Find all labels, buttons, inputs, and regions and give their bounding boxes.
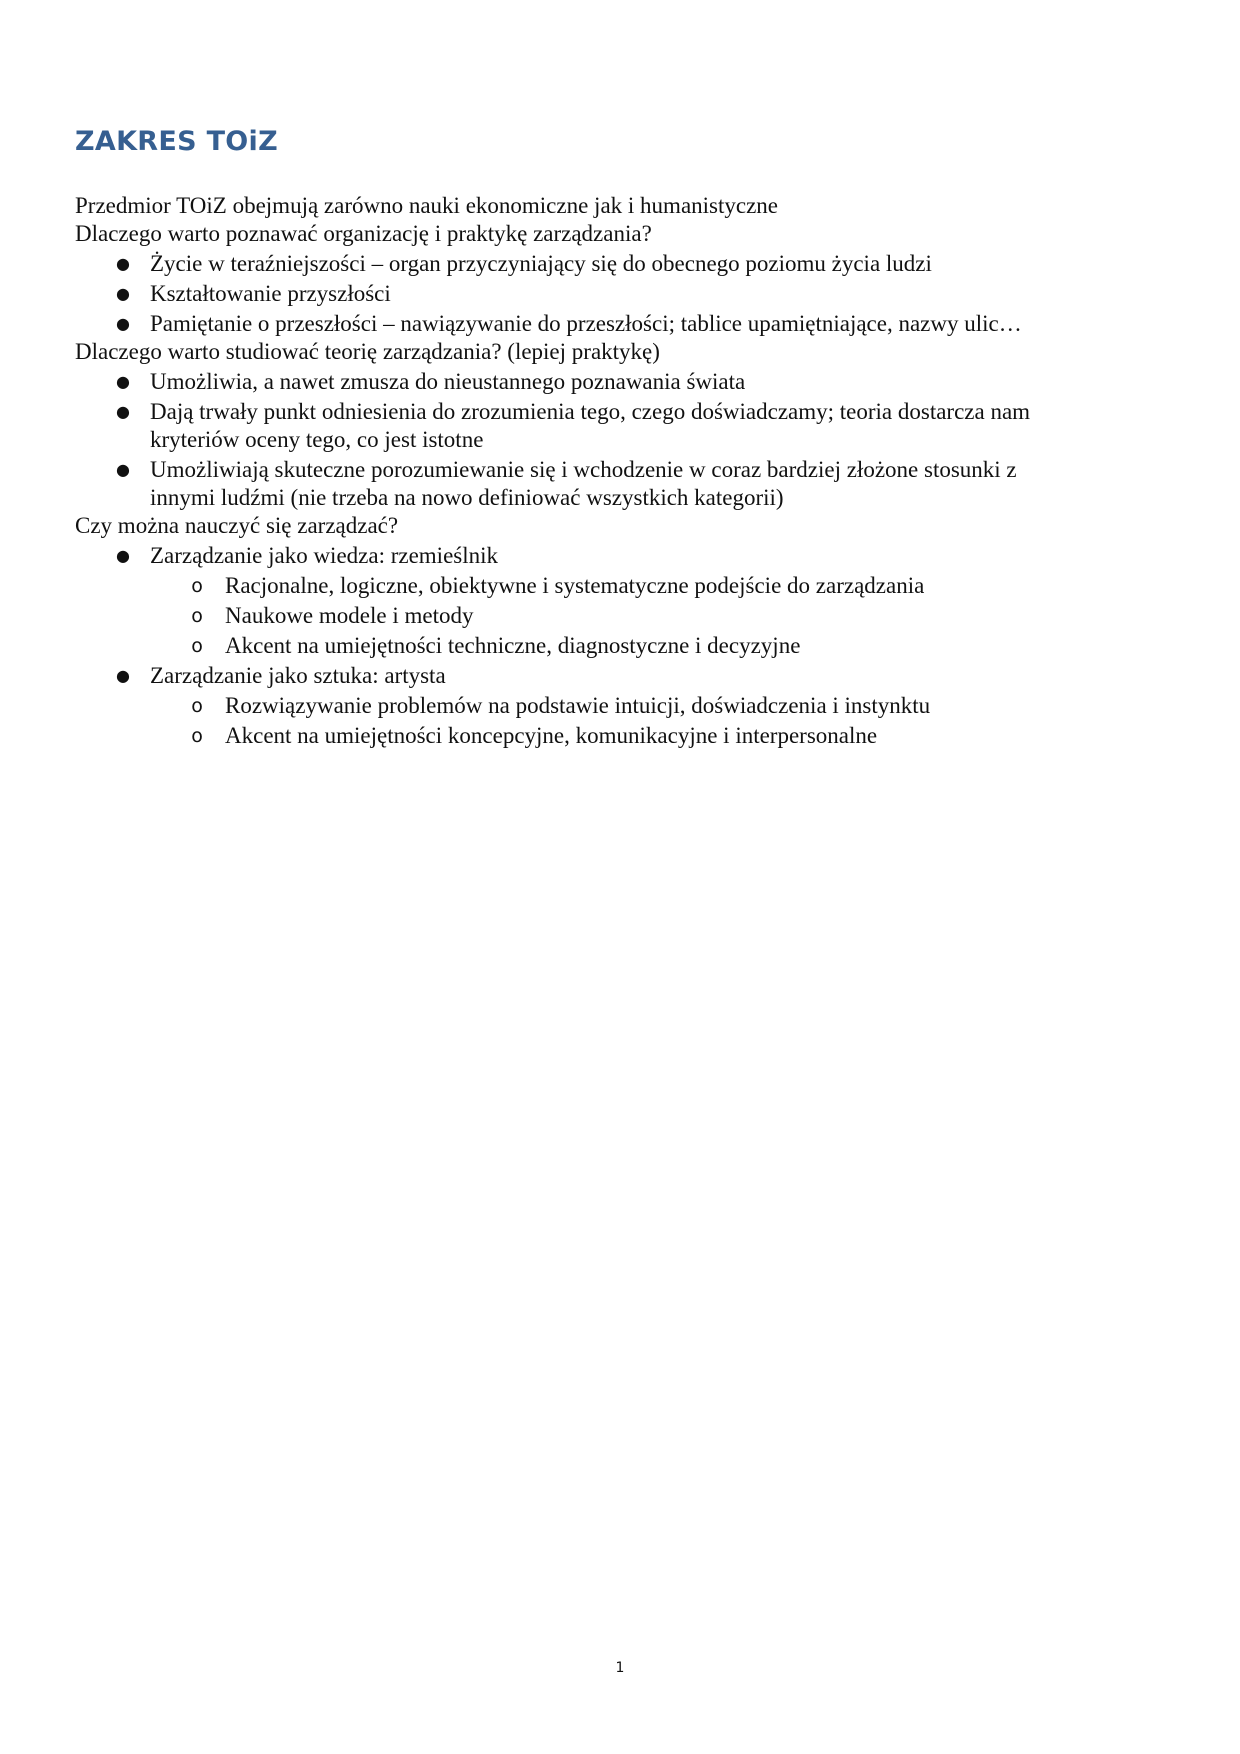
sub-list-item <box>75 692 1085 720</box>
bullet-icon: ● <box>116 460 130 479</box>
bullet-icon: ● <box>116 314 130 333</box>
sub-list-item <box>75 602 1085 630</box>
sub-list-item-text: Akcent na umiejętności techniczne, diagnostyczne i decyzyjne <box>225 633 801 658</box>
intro-paragraph: Przedmior TOiZ obejmują zarówno nauki ekonomiczne jak i humanistyczne <box>75 193 779 218</box>
circle-bullet-icon: o <box>191 725 203 747</box>
question-2-list <box>75 368 1175 512</box>
list-item <box>75 542 1175 660</box>
page-title: ZAKRES TOiZ <box>75 126 278 157</box>
list-item <box>75 310 1175 338</box>
sub-list-item-text: Racjonalne, logiczne, obiektywne i systematyczne podejście do zarządzania <box>225 573 925 598</box>
list-item-text: Dają trwały punkt odniesienia do zrozumienia tego, czego doświadczamy; teoria dostarcza nam kryteriów oceny tego, co jest istotne <box>150 399 1031 452</box>
document-body <box>75 192 1175 750</box>
circle-bullet-icon: o <box>191 635 203 657</box>
bullet-icon: ● <box>116 284 130 303</box>
list-item-text: Życie w teraźniejszości – organ przyczyniający się do obecnego poziomu życia ludzi <box>150 251 932 276</box>
sub-list-item <box>75 632 1085 660</box>
sub-list-item-text: Naukowe modele i metody <box>225 603 474 628</box>
list-item-text: Zarządzanie jako sztuka: artysta <box>150 663 446 688</box>
sub-list-item <box>75 572 1085 600</box>
sub-list-item <box>75 722 1085 750</box>
list-item <box>75 250 1175 278</box>
bullet-icon: ● <box>116 372 130 391</box>
list-item <box>75 456 1175 512</box>
page-number: 1 <box>615 1660 625 1676</box>
bullet-icon: ● <box>116 254 130 273</box>
bullet-icon: ● <box>116 402 130 421</box>
list-item <box>75 662 1175 750</box>
question-1: Dlaczego warto poznawać organizację i praktykę zarządzania? <box>75 221 652 246</box>
circle-bullet-icon: o <box>191 605 203 627</box>
question-3: Czy można nauczyć się zarządzać? <box>75 513 399 538</box>
bullet-icon: ● <box>116 546 130 565</box>
list-item <box>75 280 1175 308</box>
question-1-list <box>75 250 1175 338</box>
circle-bullet-icon: o <box>191 575 203 597</box>
list-item <box>75 368 1175 396</box>
bullet-icon: ● <box>116 666 130 685</box>
question-2: Dlaczego warto studiować teorię zarządzania? (lepiej praktykę) <box>75 339 660 364</box>
question-3-list <box>75 542 1175 750</box>
sub-list <box>150 692 1085 750</box>
list-item-text: Umożliwia, a nawet zmusza do nieustannego poznawania świata <box>150 369 746 394</box>
list-item <box>75 398 1175 454</box>
sub-list <box>150 572 1085 660</box>
list-item-text: Umożliwiają skuteczne porozumiewanie się i wchodzenie w coraz bardziej złożone stosunki z innymi ludźmi (nie trzeba na nowo definiować wszystkich kategorii) <box>150 457 1017 510</box>
circle-bullet-icon: o <box>191 695 203 717</box>
list-item-text: Zarządzanie jako wiedza: rzemieślnik <box>150 543 499 568</box>
sub-list-item-text: Rozwiązywanie problemów na podstawie intuicji, doświadczenia i instynktu <box>225 693 931 718</box>
list-item-text: Kształtowanie przyszłości <box>150 281 391 306</box>
sub-list-item-text: Akcent na umiejętności koncepcyjne, komunikacyjne i interpersonalne <box>225 723 878 748</box>
list-item-text: Pamiętanie o przeszłości – nawiązywanie do przeszłości; tablice upamiętniające, nazwy ulic… <box>150 311 1022 336</box>
